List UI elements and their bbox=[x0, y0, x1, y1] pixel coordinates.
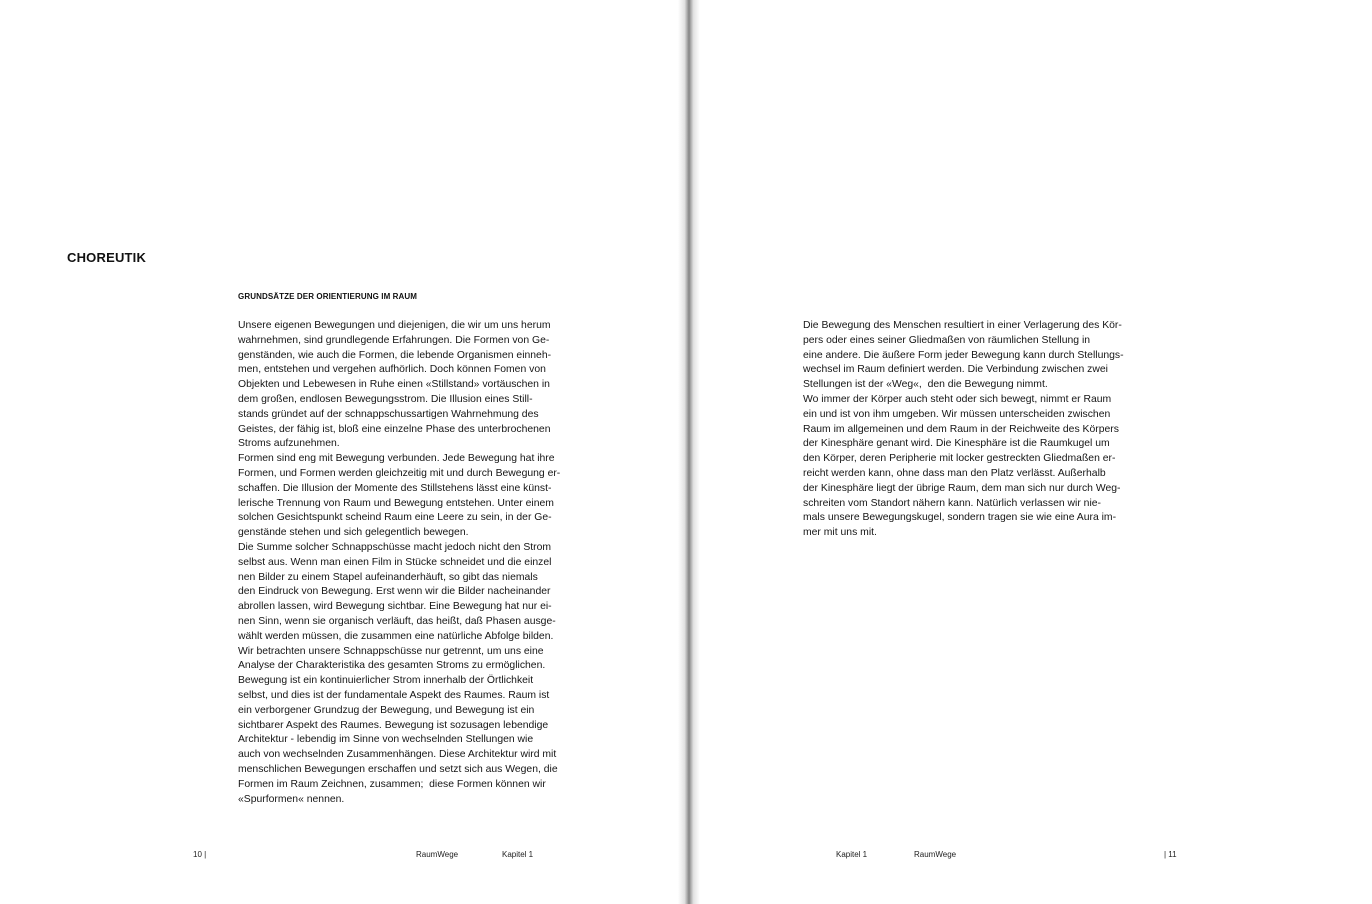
right-body-line: der Kinesphäre liegt der übrige Raum, dem man sich nur durch Weg- bbox=[803, 482, 1121, 494]
left-footer-chapter: Kapitel 1 bbox=[502, 850, 534, 859]
right-body-line: Die Bewegung des Menschen resultiert in einer Verlagerung des Kör- bbox=[803, 320, 1122, 331]
left-body-line: Geistes, der fähig ist, bloß eine einzelne Phase des unterbrochenen bbox=[238, 423, 551, 435]
left-body-line: schaffen. Die Illusion der Momente des Stillstehens lässt eine künst- bbox=[238, 482, 552, 494]
left-body-line: Architektur - lebendig im Sinne von wechselnden Stellungen wie bbox=[238, 734, 534, 746]
left-body-line: lerische Trennung von Raum und Bewegung entstehen. Unter einem bbox=[238, 497, 554, 509]
left-body-line: stands gründet auf der schnappschussartigen Wahrnehmung des bbox=[238, 408, 539, 420]
section-heading: GRUNDSÄTZE DER ORIENTIERUNG IM RAUM bbox=[238, 292, 418, 301]
left-body-line: wahrnehmen, sind grundlegende Erfahrungen. Die Formen von Ge- bbox=[238, 334, 550, 346]
left-body-line: ein verborgener Grundzug der Bewegung, und Bewegung ist ein bbox=[238, 704, 535, 716]
left-body-line: genstände stehen und sich gelegentlich bewegen. bbox=[238, 527, 469, 539]
left-body-line: nen Sinn, wenn sie organisch verläuft, das heißt, daß Phasen ausge- bbox=[238, 615, 556, 627]
right-footer-book-title: RaumWege bbox=[914, 850, 957, 859]
left-body-line: menschlichen Bewegungen erschaffen und setzt sich aus Wegen, die bbox=[238, 763, 558, 775]
left-body-line: Formen, und Formen werden gleichzeitig mit und durch Bewegung er- bbox=[238, 467, 561, 479]
right-body-line: schreiten vom Standort nähern kann. Natürlich verlassen wir nie- bbox=[803, 497, 1102, 509]
left-body-line: sichtbarer Aspekt des Raumes. Bewegung ist sozusagen lebendige bbox=[238, 719, 549, 731]
left-body-line: selbst aus. Wenn man einen Film in Stücke schneidet und die einzel bbox=[238, 556, 552, 568]
left-body-line: den Eindruck von Bewegung. Erst wenn wir die Bilder nacheinander bbox=[238, 586, 551, 598]
left-body-line: Objekten und Lebewesen in Ruhe einen «Stillstand» vortäuschen in bbox=[238, 379, 550, 391]
left-body-line: solchen Gesichtspunkt scheind Raum eine Leere zu sein, in der Ge- bbox=[238, 512, 552, 524]
left-body-line: wählt werden müssen, die zusammen eine natürliche Abfolge bilden. bbox=[238, 630, 554, 642]
gutter-shadow bbox=[678, 0, 700, 904]
left-body-line: Unsere eigenen Bewegungen und diejenigen, die wir um uns herum bbox=[238, 320, 551, 331]
left-body-line: genständen, wie auch die Formen, die lebende Organismen einneh- bbox=[238, 349, 552, 361]
left-body-line: auch von wechselnden Zusammenhängen. Diese Architektur wird mit bbox=[238, 749, 557, 761]
left-footer-book-title: RaumWege bbox=[416, 850, 459, 859]
left-body-line: Formen im Raum Zeichnen, zusammen; diese Formen können wir bbox=[238, 778, 546, 790]
right-body-line: ein und ist von ihm umgeben. Wir müssen unterscheiden zwischen bbox=[803, 408, 1111, 420]
left-body-line: Bewegung ist ein kontinuierlicher Strom innerhalb der Örtlichkeit bbox=[238, 675, 534, 687]
left-body-line: nen Bilder zu einem Stapel aufeinanderhäuft, so gibt das niemals bbox=[238, 571, 538, 583]
left-body-line: Stroms aufzunehmen. bbox=[238, 438, 340, 450]
right-body-line: den Körper, deren Peripherie mit locker gestreckten Gliedmaßen er- bbox=[803, 453, 1116, 465]
right-body-text bbox=[803, 319, 1124, 541]
left-body-line: Wir betrachten unsere Schnappschüsse nur getrennt, um uns eine bbox=[238, 645, 544, 657]
left-body-line: Formen sind eng mit Bewegung verbunden. Jede Bewegung hat ihre bbox=[238, 453, 555, 465]
left-body-line: Analyse der Charakteristika des gesamten Stroms zu ermöglichen. bbox=[238, 660, 546, 672]
right-body-line: Raum im allgemeinen und dem Raum in der Reichweite des Körpers bbox=[803, 423, 1119, 435]
chapter-title: CHOREUTIK bbox=[67, 250, 147, 265]
right-body-line: der Kinesphäre genant wird. Die Kinesphäre ist die Raumkugel um bbox=[803, 438, 1110, 450]
left-body-line: abrollen lassen, wird Bewegung sichtbar. Eine Bewegung hat nur ei- bbox=[238, 601, 552, 613]
left-body-text bbox=[238, 319, 578, 807]
right-page-number: | 11 bbox=[1164, 850, 1177, 859]
right-body-line: Stellungen ist der «Weg«, den die Bewegung nimmt. bbox=[803, 379, 1048, 391]
right-footer-chapter: Kapitel 1 bbox=[836, 850, 868, 859]
left-body-line: men, entstehen und vergehen aufhörlich. Doch können Fomen von bbox=[238, 364, 546, 376]
left-page-number: 10 | bbox=[193, 850, 207, 859]
left-body-line: «Spurformen« nennen. bbox=[238, 793, 345, 805]
left-body-line: dem großen, endlosen Bewegungsstrom. Die Illusion eines Still- bbox=[238, 393, 533, 405]
right-body-line: reicht werden kann, ohne dass man den Platz verlässt. Außerhalb bbox=[803, 467, 1106, 479]
right-body-line: pers oder eines seiner Gliedmaßen von räumlichen Stellung in bbox=[803, 334, 1091, 346]
right-body-line: wechsel im Raum definiert werden. Die Verbindung zwischen zwei bbox=[803, 364, 1108, 376]
right-body-line: mer mit uns mit. bbox=[803, 527, 877, 539]
right-page bbox=[686, 0, 1372, 904]
left-body-line: selbst, und dies ist der fundamentale Aspekt des Raumes. Raum ist bbox=[238, 689, 550, 701]
right-body-line: Wo immer der Körper auch steht oder sich bewegt, nimmt er Raum bbox=[803, 393, 1112, 405]
right-body-line: eine andere. Die äußere Form jeder Bewegung kann durch Stellungs- bbox=[803, 349, 1124, 361]
left-body-line: Die Summe solcher Schnappschüsse macht jedoch nicht den Strom bbox=[238, 541, 552, 553]
right-body-line: mals unsere Bewegungskugel, sondern tragen sie wie eine Aura im- bbox=[803, 512, 1117, 524]
